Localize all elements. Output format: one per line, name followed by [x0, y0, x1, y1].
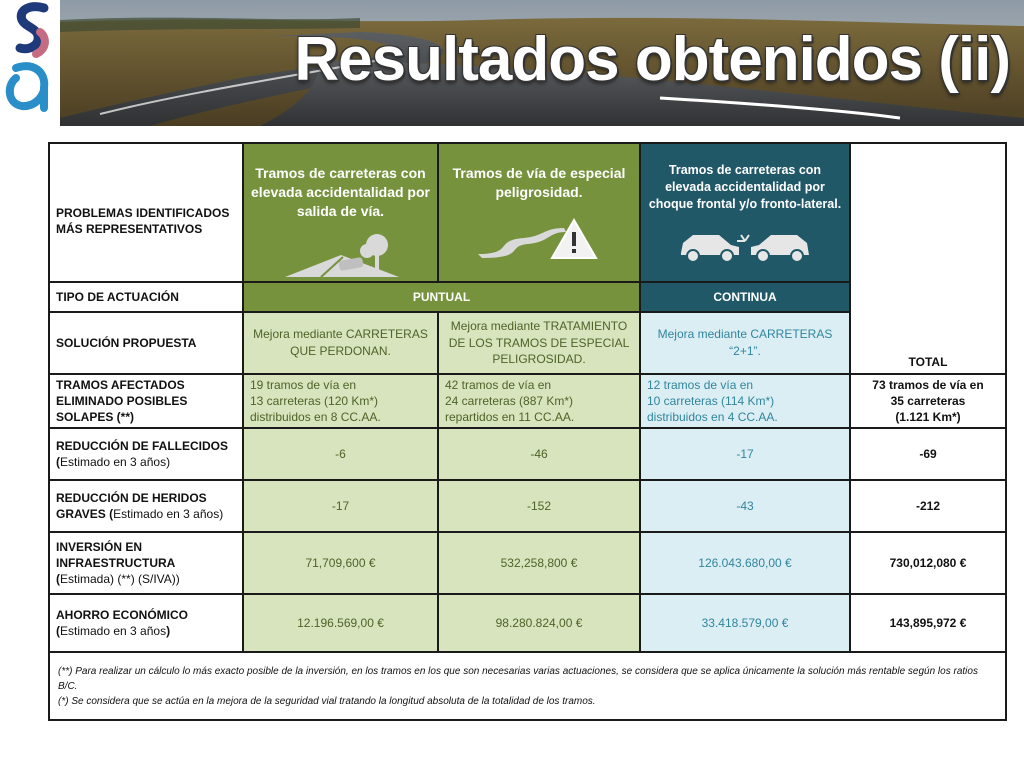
ahorro-cell: 12.196.569,00 €: [243, 594, 438, 652]
table-row-ahorro: [49, 594, 1006, 652]
solucion-cell: Mejora mediante CARRETERAS QUE PERDONAN.: [243, 312, 438, 374]
inversion-cell: 126.043.680,00 €: [640, 532, 850, 594]
tramos-cell: 12 tramos de vía en 10 carreteras (114 Km*) distribuidos en 4 CC.AA.: [640, 374, 850, 429]
tipo-continua: CONTINUA: [640, 282, 850, 312]
table-row-tramos: [49, 374, 1006, 429]
ahorro-cell: 33.418.579,00 €: [640, 594, 850, 652]
table-row-header: [49, 143, 1006, 282]
table-row-footnotes: [49, 652, 1006, 720]
row-label-heridos: REDUCCIÓN DE HERIDOS GRAVES (Estimado en 3 años): [49, 480, 243, 532]
row-label-ahorro: AHORRO ECONÓMICO (Estimado en 3 años): [49, 594, 243, 652]
heridos-cell: -152: [438, 480, 640, 532]
tramos-cell: 42 tramos de vía en 24 carreteras (887 Km*) repartidos en 11 CC.AA.: [438, 374, 640, 429]
solucion-cell: Mejora mediante CARRETERAS “2+1”.: [640, 312, 850, 374]
row-label-solucion: SOLUCIÓN PROPUESTA: [49, 312, 243, 374]
table-row-heridos: [49, 480, 1006, 532]
total-ahorro: 143,895,972 €: [850, 594, 1006, 652]
row-label-inversion: INVERSIÓN EN INFRAESTRUCTURA (Estimada) (**) (S/IVA)): [49, 532, 243, 594]
row-label-fallecidos: REDUCCIÓN DE FALLECIDOS (Estimado en 3 años): [49, 428, 243, 480]
solucion-cell: Mejora mediante TRATAMIENTO DE LOS TRAMOS DE ESPECIAL PELIGROSIDAD.: [438, 312, 640, 374]
table-row-inversion: [49, 532, 1006, 594]
inversion-cell: 71,709,600 €: [243, 532, 438, 594]
org-logo-icon: [0, 0, 60, 125]
car-collision-icon: [675, 225, 815, 265]
total-fallecidos: -69: [850, 428, 1006, 480]
fallecidos-cell: -46: [438, 428, 640, 480]
org-logo: [0, 0, 60, 125]
row-label-tramos: TRAMOS AFECTADOS ELIMINADO POSIBLES SOLAPES (**): [49, 374, 243, 429]
row-label-tipo: TIPO DE ACTUACIÓN: [49, 282, 243, 312]
column-header-choque-frontal: Tramos de carreteras con elevada accidentalidad por choque frontal y/o fronto-lateral.: [640, 143, 850, 282]
row-label-problemas: PROBLEMAS IDENTIFICADOS MÁS REPRESENTATIVOS: [49, 143, 243, 282]
footnote-longitud: (*) Se considera que se actúa en la mejora de la seguridad vial tratando la longitud absoluta de la totalidad de los tramos.: [58, 695, 596, 707]
total-tramos: 73 tramos de vía en 35 carreteras (1.121 Km*): [850, 374, 1006, 429]
winding-road-warning-icon: [474, 214, 604, 260]
fallecidos-cell: -6: [243, 428, 438, 480]
footnotes: [49, 652, 1006, 720]
heridos-cell: -17: [243, 480, 438, 532]
table-row-fallecidos: [49, 428, 1006, 480]
column-header-especial-peligrosidad: Tramos de vía de especial peligrosidad.: [438, 143, 640, 282]
tramos-cell: 19 tramos de vía en 13 carreteras (120 Km*) distribuidos en 8 CC.AA.: [243, 374, 438, 429]
results-table: [48, 142, 1007, 721]
ahorro-cell: 98.280.824,00 €: [438, 594, 640, 652]
tree-road-icon: [281, 233, 401, 279]
total-inversion: 730,012,080 €: [850, 532, 1006, 594]
tipo-puntual: PUNTUAL: [243, 282, 640, 312]
total-heridos: -212: [850, 480, 1006, 532]
heridos-cell: -43: [640, 480, 850, 532]
page-title: Resultados obtenidos (ii): [294, 25, 1010, 94]
footnote-inversion: (**) Para realizar un cálculo lo más exacto posible de la inversión, en los tramos en los que son necesarias varias actuaciones, se considera que se aplica únicamente la solución más rentable según los ratios B/C.: [58, 665, 978, 692]
inversion-cell: 532,258,800 €: [438, 532, 640, 594]
total-column-header: TOTAL: [850, 143, 1006, 374]
fallecidos-cell: -17: [640, 428, 850, 480]
column-header-salida-via: Tramos de carreteras con elevada accidentalidad por salida de vía.: [243, 143, 438, 282]
